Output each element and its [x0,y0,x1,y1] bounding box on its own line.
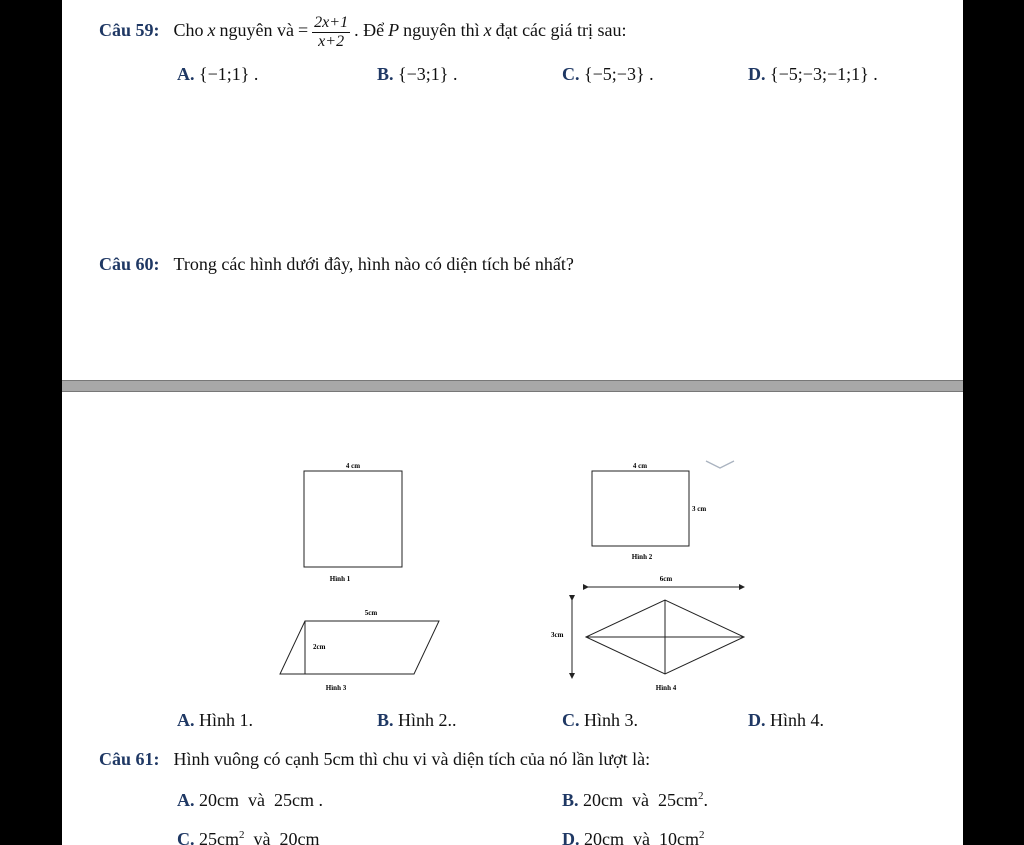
document-page-2 [62,392,963,845]
q59-fraction-denominator: x+2 [318,33,345,50]
q61-option-b-superscript: 2 [698,790,704,802]
figure-3-parallelogram [280,621,439,674]
document-page-1 [62,0,963,380]
figure-2-caption: Hình 2 [631,553,653,561]
question-60-number: Câu 60: [99,254,160,274]
page-break-bar [62,380,963,392]
q59-option-a-letter: A. [177,64,195,84]
q59-option-c-value: {−5;−3} . [584,64,654,84]
q59-option-a-value: {−1;1} . [199,64,259,84]
question-61-text: Hình vuông có cạnh 5cm thì chu vi và diện tích của nó lần lượt là: [173,749,651,769]
q59-option-b-value: {−3;1} . [398,64,458,84]
figure-3-top-label: 5cm [364,609,378,617]
q60-option-a-letter: A. [177,710,195,730]
figure-1-caption: Hình 1 [329,575,351,583]
q61-option-d-value: 20cm và 10cm [584,829,699,845]
q61-option-c-superscript: 2 [239,829,245,841]
q60-option-d-letter: D. [748,710,766,730]
figure-3 [274,604,444,694]
q59-option-c[interactable] [562,64,654,85]
q59-text-de: . Để [354,20,385,41]
figure-1-square [304,471,402,567]
q60-option-d[interactable] [748,710,824,731]
q59-option-b-letter: B. [377,64,394,84]
figure-4-caption: Hình 4 [655,684,677,692]
figure-3-caption: Hình 3 [325,684,347,692]
question-61-number: Câu 61: [99,749,160,769]
figure-1-top-label: 4 cm [345,462,361,470]
q61-option-a-value: 20cm và 25cm . [199,790,323,810]
q60-option-c-letter: C. [562,710,580,730]
q61-option-b-value: 20cm và 25cm [583,790,698,810]
figure-2 [588,458,738,564]
chevron-down-icon [706,461,734,468]
q59-equals: = [298,20,309,41]
q61-option-d[interactable] [562,829,704,845]
question-60-line [99,254,574,275]
question-59-number: Câu 59: [99,20,160,41]
q59-text-tail: đạt các giá trị sau: [495,20,627,41]
q59-option-a[interactable] [177,64,258,85]
figure-2-rectangle [592,471,689,546]
q61-option-c-letter: C. [177,829,195,845]
q60-option-c[interactable] [562,710,638,731]
figure-2-side-label: 3 cm [692,505,707,513]
q59-text-cho: Cho [173,20,204,41]
q59-var-x: x [207,20,216,41]
q59-fraction [312,14,350,51]
q59-option-c-letter: C. [562,64,580,84]
q61-option-b-letter: B. [562,790,579,810]
q60-option-a-value: Hình 1. [199,710,253,730]
q61-option-b[interactable] [562,790,708,811]
q59-fraction-numerator: 2x+1 [314,14,349,31]
q59-var-p: P [388,20,400,41]
figure-4 [546,572,756,698]
q61-option-c[interactable] [177,829,319,845]
figure-4-top-label: 6cm [659,575,673,583]
question-60-text: Trong các hình dưới đây, hình nào có diện tích bé nhất? [173,254,574,274]
q59-text-nguyen-thi: nguyên thì [403,20,480,41]
q60-option-b[interactable] [377,710,457,731]
q61-option-c-value: 25cm [199,829,239,845]
q61-option-c-tail: và 20cm [244,829,320,845]
figure-2-top-label: 4 cm [632,462,648,470]
q60-option-d-value: Hình 4. [770,710,824,730]
q59-option-d-value: {−5;−3;−1;1} . [770,64,878,84]
q60-option-b-value: Hình 2.. [398,710,457,730]
q60-option-c-value: Hình 3. [584,710,638,730]
q60-option-a[interactable] [177,710,253,731]
figure-4-side-label: 3cm [551,631,564,639]
q61-option-d-superscript: 2 [698,829,705,841]
question-61-line [99,749,650,770]
q59-var-x2: x [483,20,492,41]
q61-option-d-letter: D. [562,829,580,845]
q60-option-b-letter: B. [377,710,394,730]
figure-1 [298,460,408,585]
q61-option-a-letter: A. [177,790,195,810]
q61-option-a[interactable] [177,790,323,811]
q61-option-b-tail: . [703,790,708,810]
q59-option-d[interactable] [748,64,878,85]
q59-option-d-letter: D. [748,64,766,84]
figure-3-height-label: 2cm [313,643,326,651]
q59-text-nguyen-va: nguyên và [219,20,295,41]
q59-option-b[interactable] [377,64,457,85]
question-59-line [99,14,627,51]
